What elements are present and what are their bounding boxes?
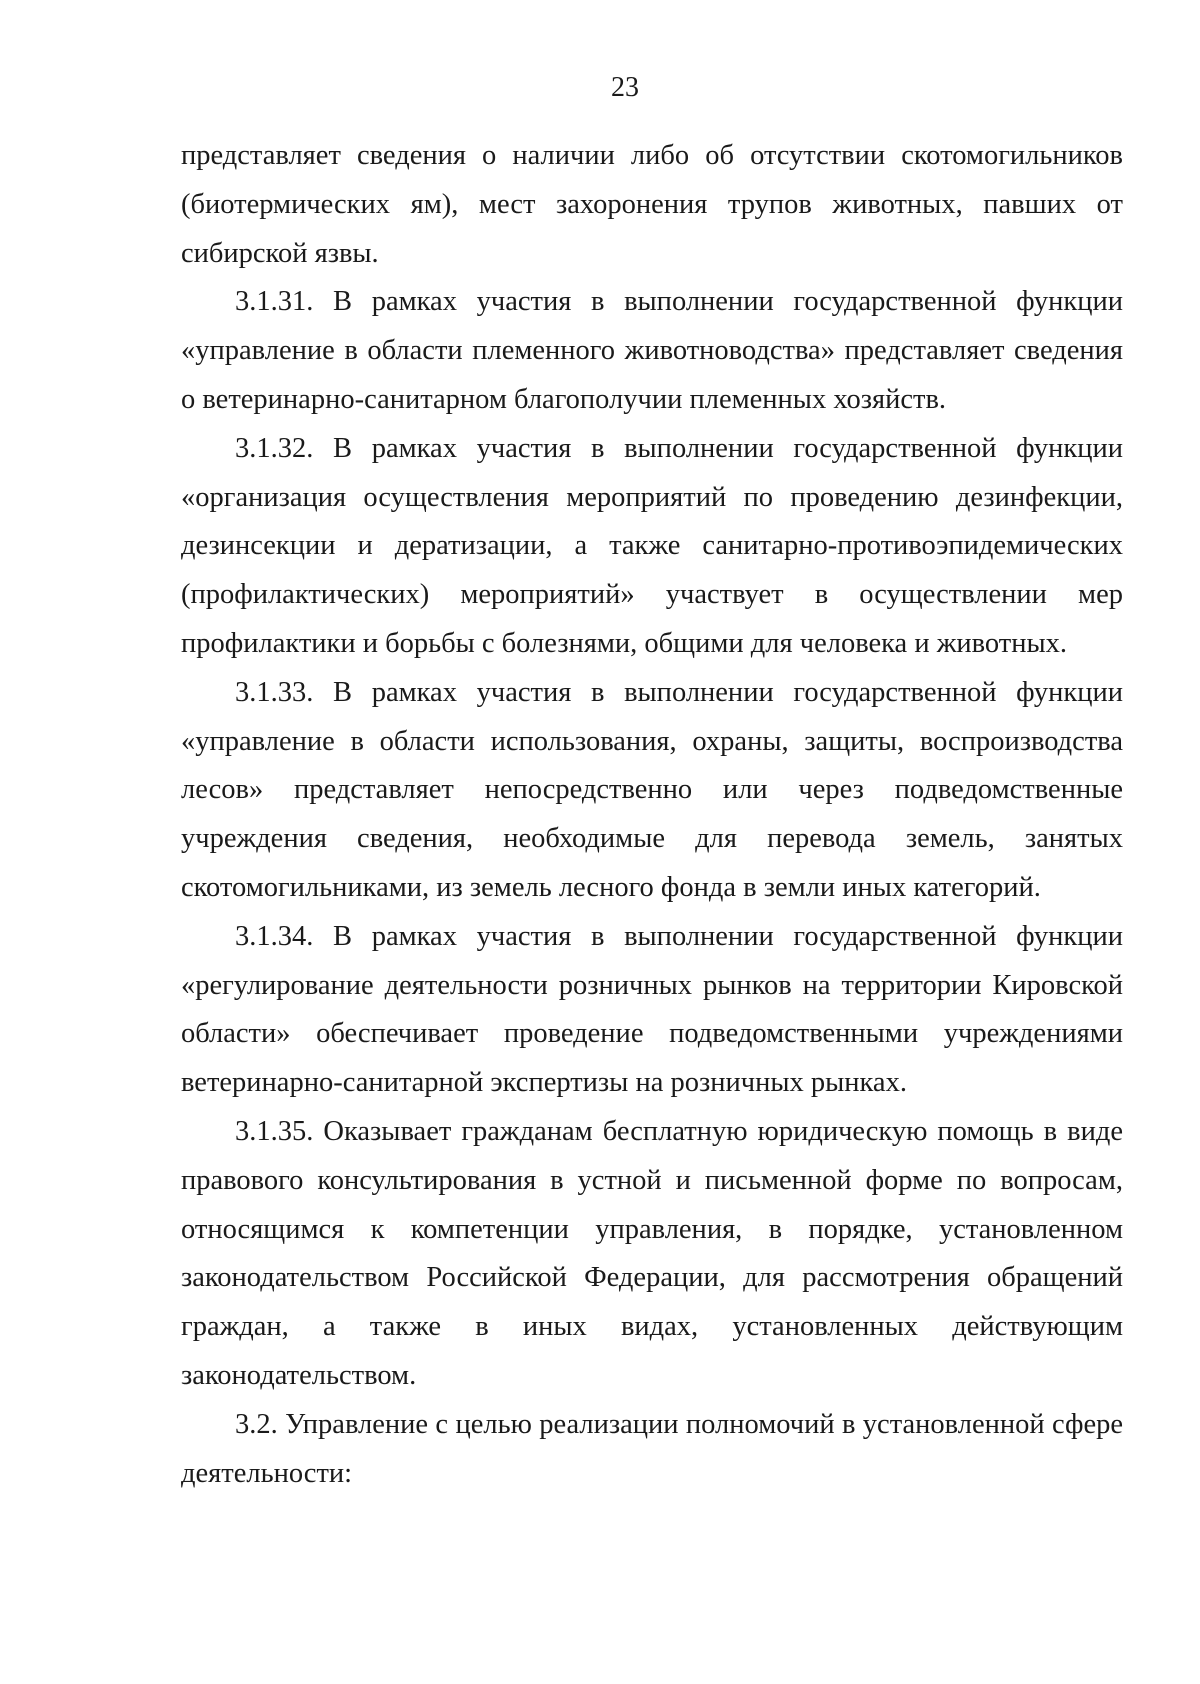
paragraph-3-1-32: 3.1.32. В рамках участия в выполнении государственной функции «организация осуществления мероприятий по проведению дезинфекции, дезинсекции и дератизации, а также санитарно-противоэпидемических (профилактических) мероприятий» участвует в осуществлении мер профилактики и борьбы с болезнями, общими для человека и животных. (181, 432, 1123, 659)
paragraph-3-2: 3.2. Управление с целью реализации полномочий в установленной сфере деятельности: (181, 1408, 1123, 1489)
page-number: 23 (611, 72, 639, 103)
paragraph-3-1-35: 3.1.35. Оказывает гражданам бесплатную юридическую помощь в виде правового консультирования в устной и письменной форме по вопросам, относящимся к компетенции управления, в порядке, установленном законодательством Российской Федерации, для рассмотрения обращений граждан, а также в иных видах, установленных действующим законодательством. (181, 1115, 1123, 1391)
paragraph-3-1-34: 3.1.34. В рамках участия в выполнении государственной функции «регулирование деятельности розничных рынков на территории Кировской области» обеспечивает проведение подведомственными учреждениями ветеринарно-санитарной экспертизы на розничных рынках. (181, 920, 1123, 1099)
paragraph-continuation: представляет сведения о наличии либо об отсутствии скотомогильников (биотермических ям), мест захоронения трупов животных, павших от сибирской язвы. (181, 140, 1123, 269)
paragraph-3-1-33: 3.1.33. В рамках участия в выполнении государственной функции «управление в области использования, охраны, защиты, воспроизводства лесов» представляет непосредственно или через подведомственные учреждения сведения, необходимые для перевода земель, занятых скотомогильниками, из земель лесного фонда в земли иных категорий. (181, 676, 1123, 903)
paragraph-3-1-31: 3.1.31. В рамках участия в выполнении государственной функции «управление в области племенного животноводства» представляет сведения о ветеринарно-санитарном благополучии племенных хозяйств. (181, 286, 1123, 415)
document-body (181, 132, 1123, 1498)
